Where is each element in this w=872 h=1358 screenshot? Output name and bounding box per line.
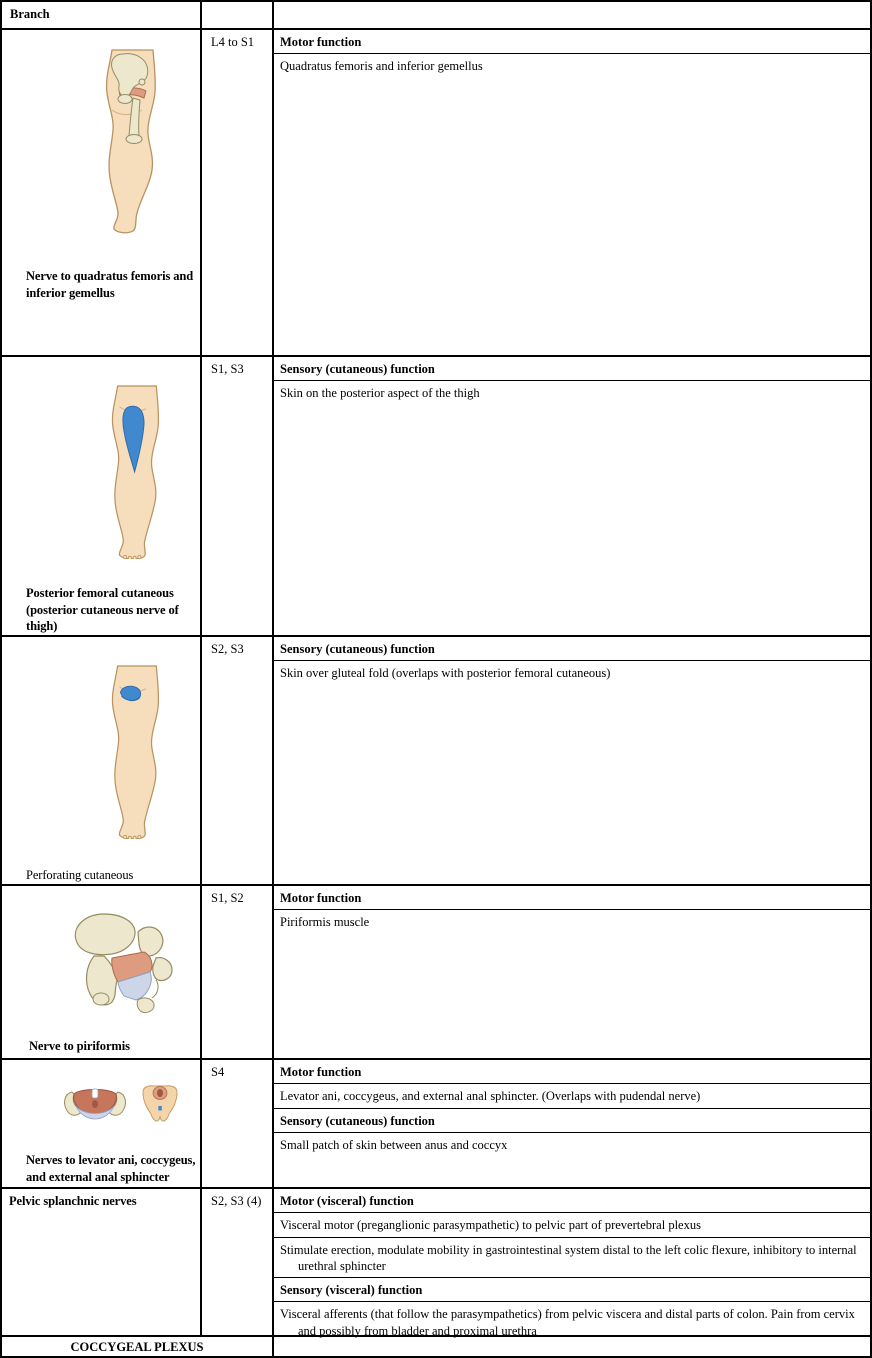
function-cell xyxy=(274,886,870,1058)
table-row-posterior-femoral-cutaneous xyxy=(2,357,870,637)
function-header: Motor function xyxy=(274,1060,870,1084)
function-header: Sensory (cutaneous) function xyxy=(274,637,870,661)
table-header-row xyxy=(2,2,870,30)
function-header: Motor function xyxy=(274,886,870,910)
function-cell xyxy=(274,30,870,355)
branch-header-label: Branch xyxy=(10,7,50,21)
function-cell xyxy=(274,637,870,884)
function-content: Stimulate erection, modulate mobility in gastrointestinal system distal to the left colic flexure, inhibitory to internal urethral sphincter xyxy=(274,1238,870,1279)
quadratus-femoris-leg-illustration xyxy=(86,48,178,234)
branch-cell xyxy=(2,30,202,355)
table-row-quadratus-femoris xyxy=(2,30,870,357)
function-cell xyxy=(274,1189,870,1338)
perforating-cutaneous-leg-illustration xyxy=(94,664,179,839)
segments-column-header xyxy=(202,2,274,28)
function-header: Motor function xyxy=(274,30,870,54)
piriformis-pelvis-illustration xyxy=(60,910,190,1020)
function-content: Small patch of skin between anus and coccyx xyxy=(280,1137,508,1152)
function-content: Quadratus femoris and inferior gemellus xyxy=(280,59,483,74)
table-row-piriformis xyxy=(2,886,870,1060)
function-cell xyxy=(274,1060,870,1187)
segments-cell xyxy=(202,637,274,884)
posterior-femoral-cutaneous-leg-illustration xyxy=(94,384,179,559)
branch-cell xyxy=(2,1060,202,1187)
segments-cell xyxy=(202,30,274,355)
segments-cell xyxy=(202,1060,274,1187)
segments-cell xyxy=(202,886,274,1058)
function-content: Skin over gluteal fold (overlaps with posterior femoral cutaneous) xyxy=(280,666,611,681)
segments-cell xyxy=(202,357,274,635)
segments-value: S1, S2 xyxy=(211,891,244,905)
branch-label: Nerves to levator ani, coccygeus, and external anal sphincter xyxy=(26,1153,196,1184)
coccygeal-plexus-label: COCCYGEAL PLEXUS xyxy=(70,1340,204,1354)
segments-value: L4 to S1 xyxy=(211,35,255,49)
coccygeal-plexus-footer xyxy=(2,1337,274,1356)
function-content: Visceral afferents (that follow the parasympathetics) from pelvic viscera and distal parts of colon. Pain from cervix and possibly from bladder and proximal urethra xyxy=(280,1307,855,1338)
branch-label: Posterior femoral cutaneous (posterior cutaneous nerve of thigh) xyxy=(26,586,179,633)
branch-label: Nerve to quadratus femoris and inferior gemellus xyxy=(26,269,194,300)
function-content: Visceral motor (preganglionic parasympathetic) to pelvic part of prevertebral plexus xyxy=(274,1213,870,1237)
table-row-pelvic-splanchnic xyxy=(2,1189,870,1337)
table-row-perforating-cutaneous xyxy=(2,637,870,886)
segments-value: S2, S3 xyxy=(211,642,244,656)
branch-label: Nerve to piriformis xyxy=(29,1039,130,1053)
function-header: Sensory (visceral) function xyxy=(274,1278,870,1302)
branch-label: Perforating cutaneous xyxy=(26,868,134,882)
table-footer-row xyxy=(2,1337,870,1356)
function-header: Sensory (cutaneous) function xyxy=(274,357,870,381)
segments-value: S2, S3 (4) xyxy=(211,1194,262,1208)
segments-value: S1, S3 xyxy=(211,362,244,376)
footer-empty-cell xyxy=(274,1337,870,1356)
segments-value: S4 xyxy=(211,1065,225,1079)
function-content: Levator ani, coccygeus, and external anal sphincter. (Overlaps with pudendal nerve) xyxy=(274,1084,870,1108)
branch-cell xyxy=(2,357,202,635)
function-header: Sensory (cutaneous) function xyxy=(274,1109,870,1133)
table-row-levator-ani xyxy=(2,1060,870,1189)
branch-label: Pelvic splanchnic nerves xyxy=(9,1194,137,1208)
function-column-header xyxy=(274,2,870,28)
branch-cell xyxy=(2,1189,202,1335)
branch-column-header xyxy=(2,2,202,28)
function-header: Motor (visceral) function xyxy=(274,1189,870,1213)
perineum-illustration xyxy=(140,1084,180,1124)
pelvic-floor-superior-illustration xyxy=(60,1086,130,1120)
function-content: Skin on the posterior aspect of the thigh xyxy=(280,386,480,401)
branch-cell xyxy=(2,637,202,884)
segments-cell xyxy=(202,1189,274,1335)
function-cell xyxy=(274,357,870,635)
branch-cell xyxy=(2,886,202,1058)
function-content: Piriformis muscle xyxy=(280,915,370,930)
